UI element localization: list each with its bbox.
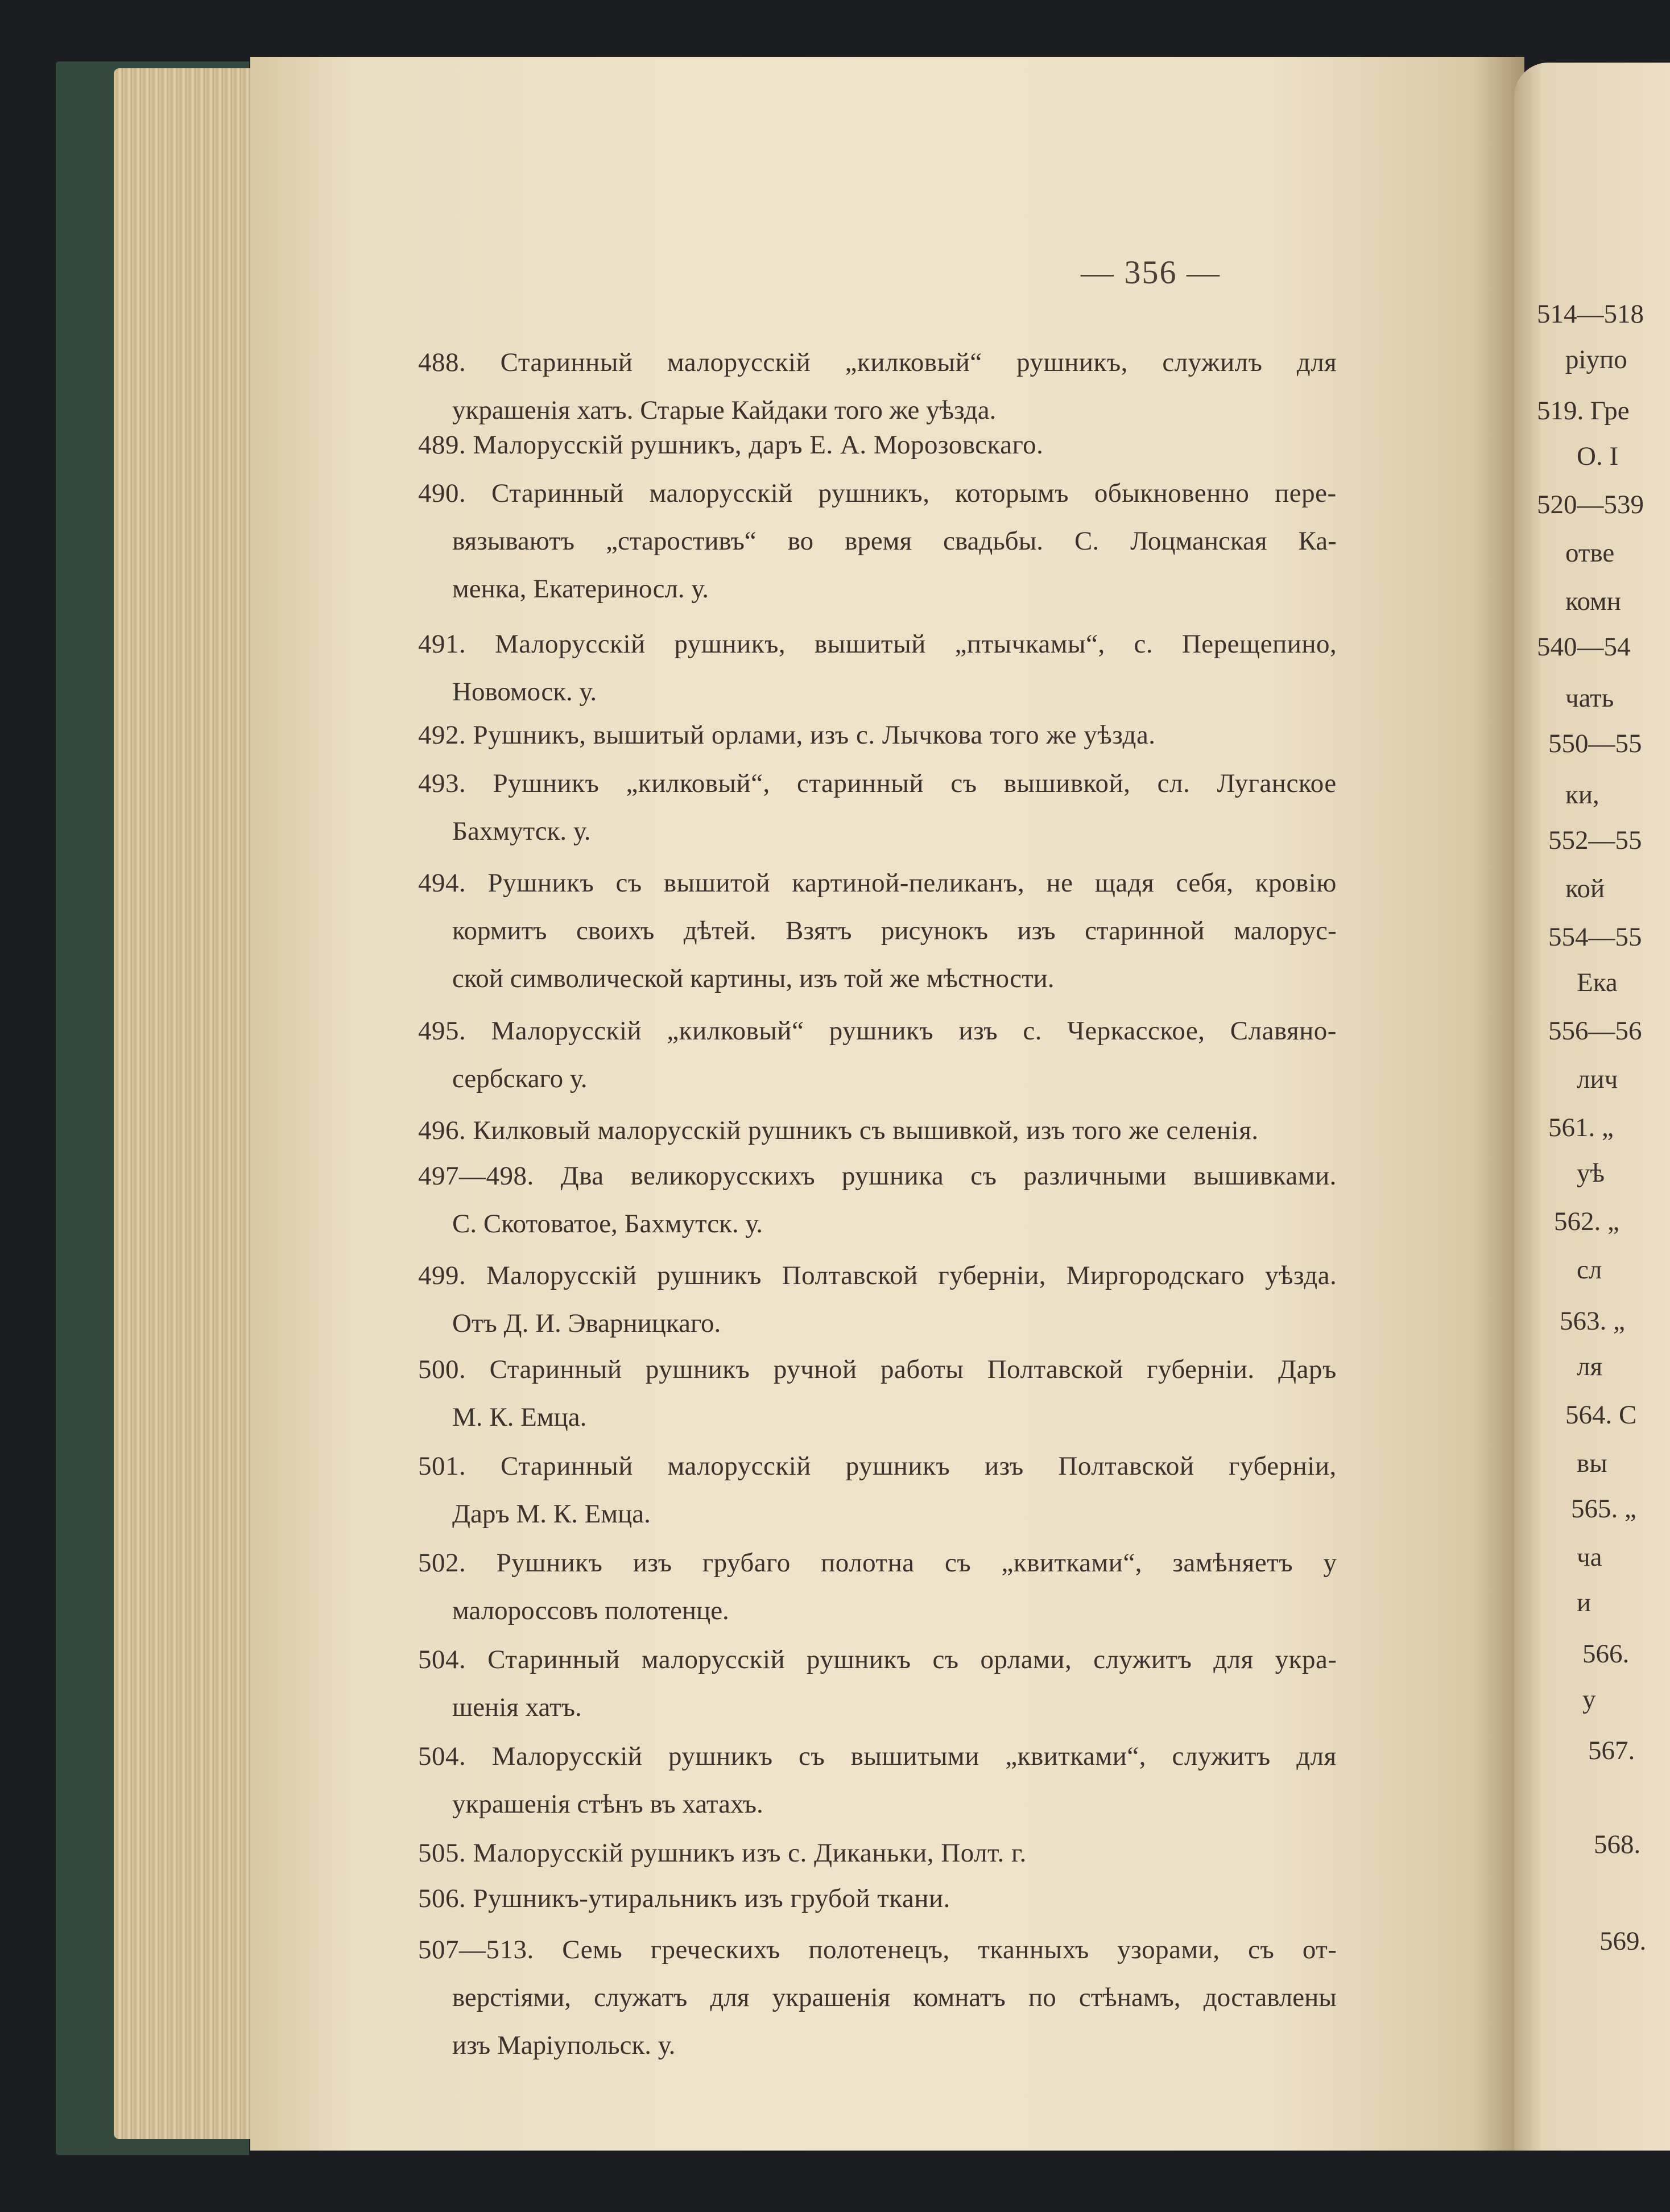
entry-line: 495. Малорусскій „килковый“ рушникъ изъ с. Черкасское, Славяно-: [418, 1016, 1337, 1046]
right-page-fragment: 552—55: [1548, 826, 1642, 855]
entry-continuation-line: кормитъ своихъ дѣтей. Взятъ рисунокъ изъ старинной малорус-: [452, 916, 1337, 946]
entry-continuation-line: Даръ М. К. Емца.: [452, 1499, 651, 1529]
right-page-fragment: ля: [1577, 1352, 1603, 1381]
entry-line: 494. Рушникъ съ вышитой картиной-пеликанъ, не щадя себя, кровію: [418, 868, 1337, 898]
right-page-fragment: 540—54: [1537, 632, 1631, 662]
page-number: — 356 —: [1081, 254, 1221, 291]
right-page-fragment: 550—55: [1548, 729, 1642, 758]
right-page-fragment: 565. „: [1571, 1494, 1636, 1524]
entry-continuation-line: С. Скотоватое, Бахмутск. у.: [452, 1209, 763, 1239]
entry-line: 506. Рушникъ-утиральникъ изъ грубой ткани.: [418, 1884, 950, 1913]
entry-line: 489. Малорусскій рушникъ, даръ Е. А. Морозовскаго.: [418, 430, 1044, 460]
right-page-fragment: и: [1577, 1588, 1592, 1617]
right-page-fragment: 564. С: [1565, 1400, 1637, 1430]
entry-continuation-line: менка, Екатериносл. у.: [452, 574, 709, 604]
right-page-fragment: ки,: [1565, 780, 1599, 810]
entry-continuation-line: Бахмутск. у.: [452, 816, 591, 846]
entry-line: 492. Рушникъ, вышитый орлами, изъ с. Лычкова того же уѣзда.: [418, 720, 1156, 750]
entry-line: 496. Килковый малорусскій рушникъ съ вышивкой, изъ того же селенія.: [418, 1116, 1259, 1145]
right-page-fragment: комн: [1565, 587, 1621, 616]
right-page-fragment: 562. „: [1554, 1207, 1619, 1236]
entry-continuation-line: Новомоск. у.: [452, 677, 597, 707]
right-page-fragment: ріупо: [1565, 345, 1627, 374]
entry-continuation-line: шенія хатъ.: [452, 1693, 582, 1722]
entry-line: 499. Малорусскій рушникъ Полтавской губерніи, Миргородскаго уѣзда.: [418, 1261, 1337, 1290]
entry-line: 493. Рушникъ „килковый“, старинный съ вышивкой, сл. Луганское: [418, 769, 1337, 798]
right-page-fragment: ча: [1577, 1542, 1602, 1572]
entry-line: 500. Старинный рушникъ ручной работы Полтавской губерніи. Даръ: [418, 1355, 1337, 1384]
entry-continuation-line: сербскаго у.: [452, 1064, 588, 1093]
entry-continuation-line: украшенія стѣнъ въ хатахъ.: [452, 1789, 763, 1819]
entry-continuation-line: украшенія хатъ. Старые Кайдаки того же уѣзда.: [452, 395, 997, 425]
right-page-fragment: 556—56: [1548, 1016, 1642, 1046]
entry-continuation-line: ской символической картины, изъ той же мѣстности.: [452, 964, 1055, 993]
right-page-fragment: 563. „: [1560, 1306, 1625, 1336]
right-page-fragment: лич: [1577, 1064, 1618, 1094]
right-page-fragment: 514—518: [1537, 299, 1644, 329]
right-page-fragment: 566.: [1582, 1639, 1630, 1669]
right-page-fragment: 554—55: [1548, 922, 1642, 952]
entry-line: 491. Малорусскій рушникъ, вышитый „птычкамы“, с. Перещепино,: [418, 629, 1337, 659]
right-page-fragment: чать: [1565, 683, 1614, 713]
entry-continuation-line: Отъ Д. И. Эварницкаго.: [452, 1309, 721, 1338]
entry-line: 507—513. Семь греческихъ полотенецъ, тканныхъ узорами, съ от-: [418, 1935, 1337, 1965]
right-page-fragment: уѣ: [1577, 1158, 1605, 1188]
right-page-fragment: О. І: [1577, 441, 1619, 471]
right-page: [1514, 63, 1670, 2151]
entry-line: 488. Старинный малорусскій „килковый“ рушникъ, служилъ для: [418, 348, 1337, 377]
right-page-fragment: кой: [1565, 874, 1605, 903]
right-page-fragment: 567.: [1588, 1736, 1635, 1765]
right-page-fragment: 561. „: [1548, 1113, 1614, 1142]
entry-line: 490. Старинный малорусскій рушникъ, которымъ обыкновенно пере-: [418, 478, 1337, 508]
entry-continuation-line: изъ Маріупольск. у.: [452, 2031, 676, 2060]
left-page: [250, 57, 1524, 2151]
right-page-fragment: отве: [1565, 538, 1615, 568]
entry-line: 502. Рушникъ изъ грубаго полотна съ „квитками“, замѣняетъ у: [418, 1548, 1337, 1578]
right-page-fragment: у: [1582, 1685, 1596, 1714]
entry-continuation-line: М. К. Емца.: [452, 1402, 587, 1432]
right-page-fragment: Ека: [1577, 968, 1618, 997]
entry-line: 505. Малорусскій рушникъ изъ с. Диканьки, Полт. г.: [418, 1838, 1027, 1868]
right-page-fragment: сл: [1577, 1255, 1602, 1285]
entry-continuation-line: верстіями, служатъ для украшенія комнатъ по стѣнамъ, доставлены: [452, 1983, 1337, 2012]
entry-line: 504. Малорусскій рушникъ съ вышитыми „квитками“, служитъ для: [418, 1741, 1337, 1771]
entry-line: 497—498. Два великорусскихъ рушника съ различными вышивками.: [418, 1161, 1337, 1191]
entry-line: 504. Старинный малорусскій рушникъ съ орлами, служитъ для укра-: [418, 1645, 1337, 1674]
right-page-fragment: 519. Гре: [1537, 396, 1630, 426]
entry-continuation-line: вязываютъ „старостивъ“ во время свадьбы. С. Лоцманская Ка-: [452, 526, 1337, 556]
right-page-fragment: 520—539: [1537, 490, 1644, 519]
right-page-fragment: 569.: [1599, 1926, 1647, 1956]
right-page-fragment: 568.: [1594, 1830, 1641, 1859]
right-page-fragment: вы: [1577, 1448, 1607, 1478]
entry-continuation-line: малороссовъ полотенце.: [452, 1596, 729, 1625]
entry-line: 501. Старинный малорусскій рушникъ изъ Полтавской губерніи,: [418, 1451, 1337, 1481]
